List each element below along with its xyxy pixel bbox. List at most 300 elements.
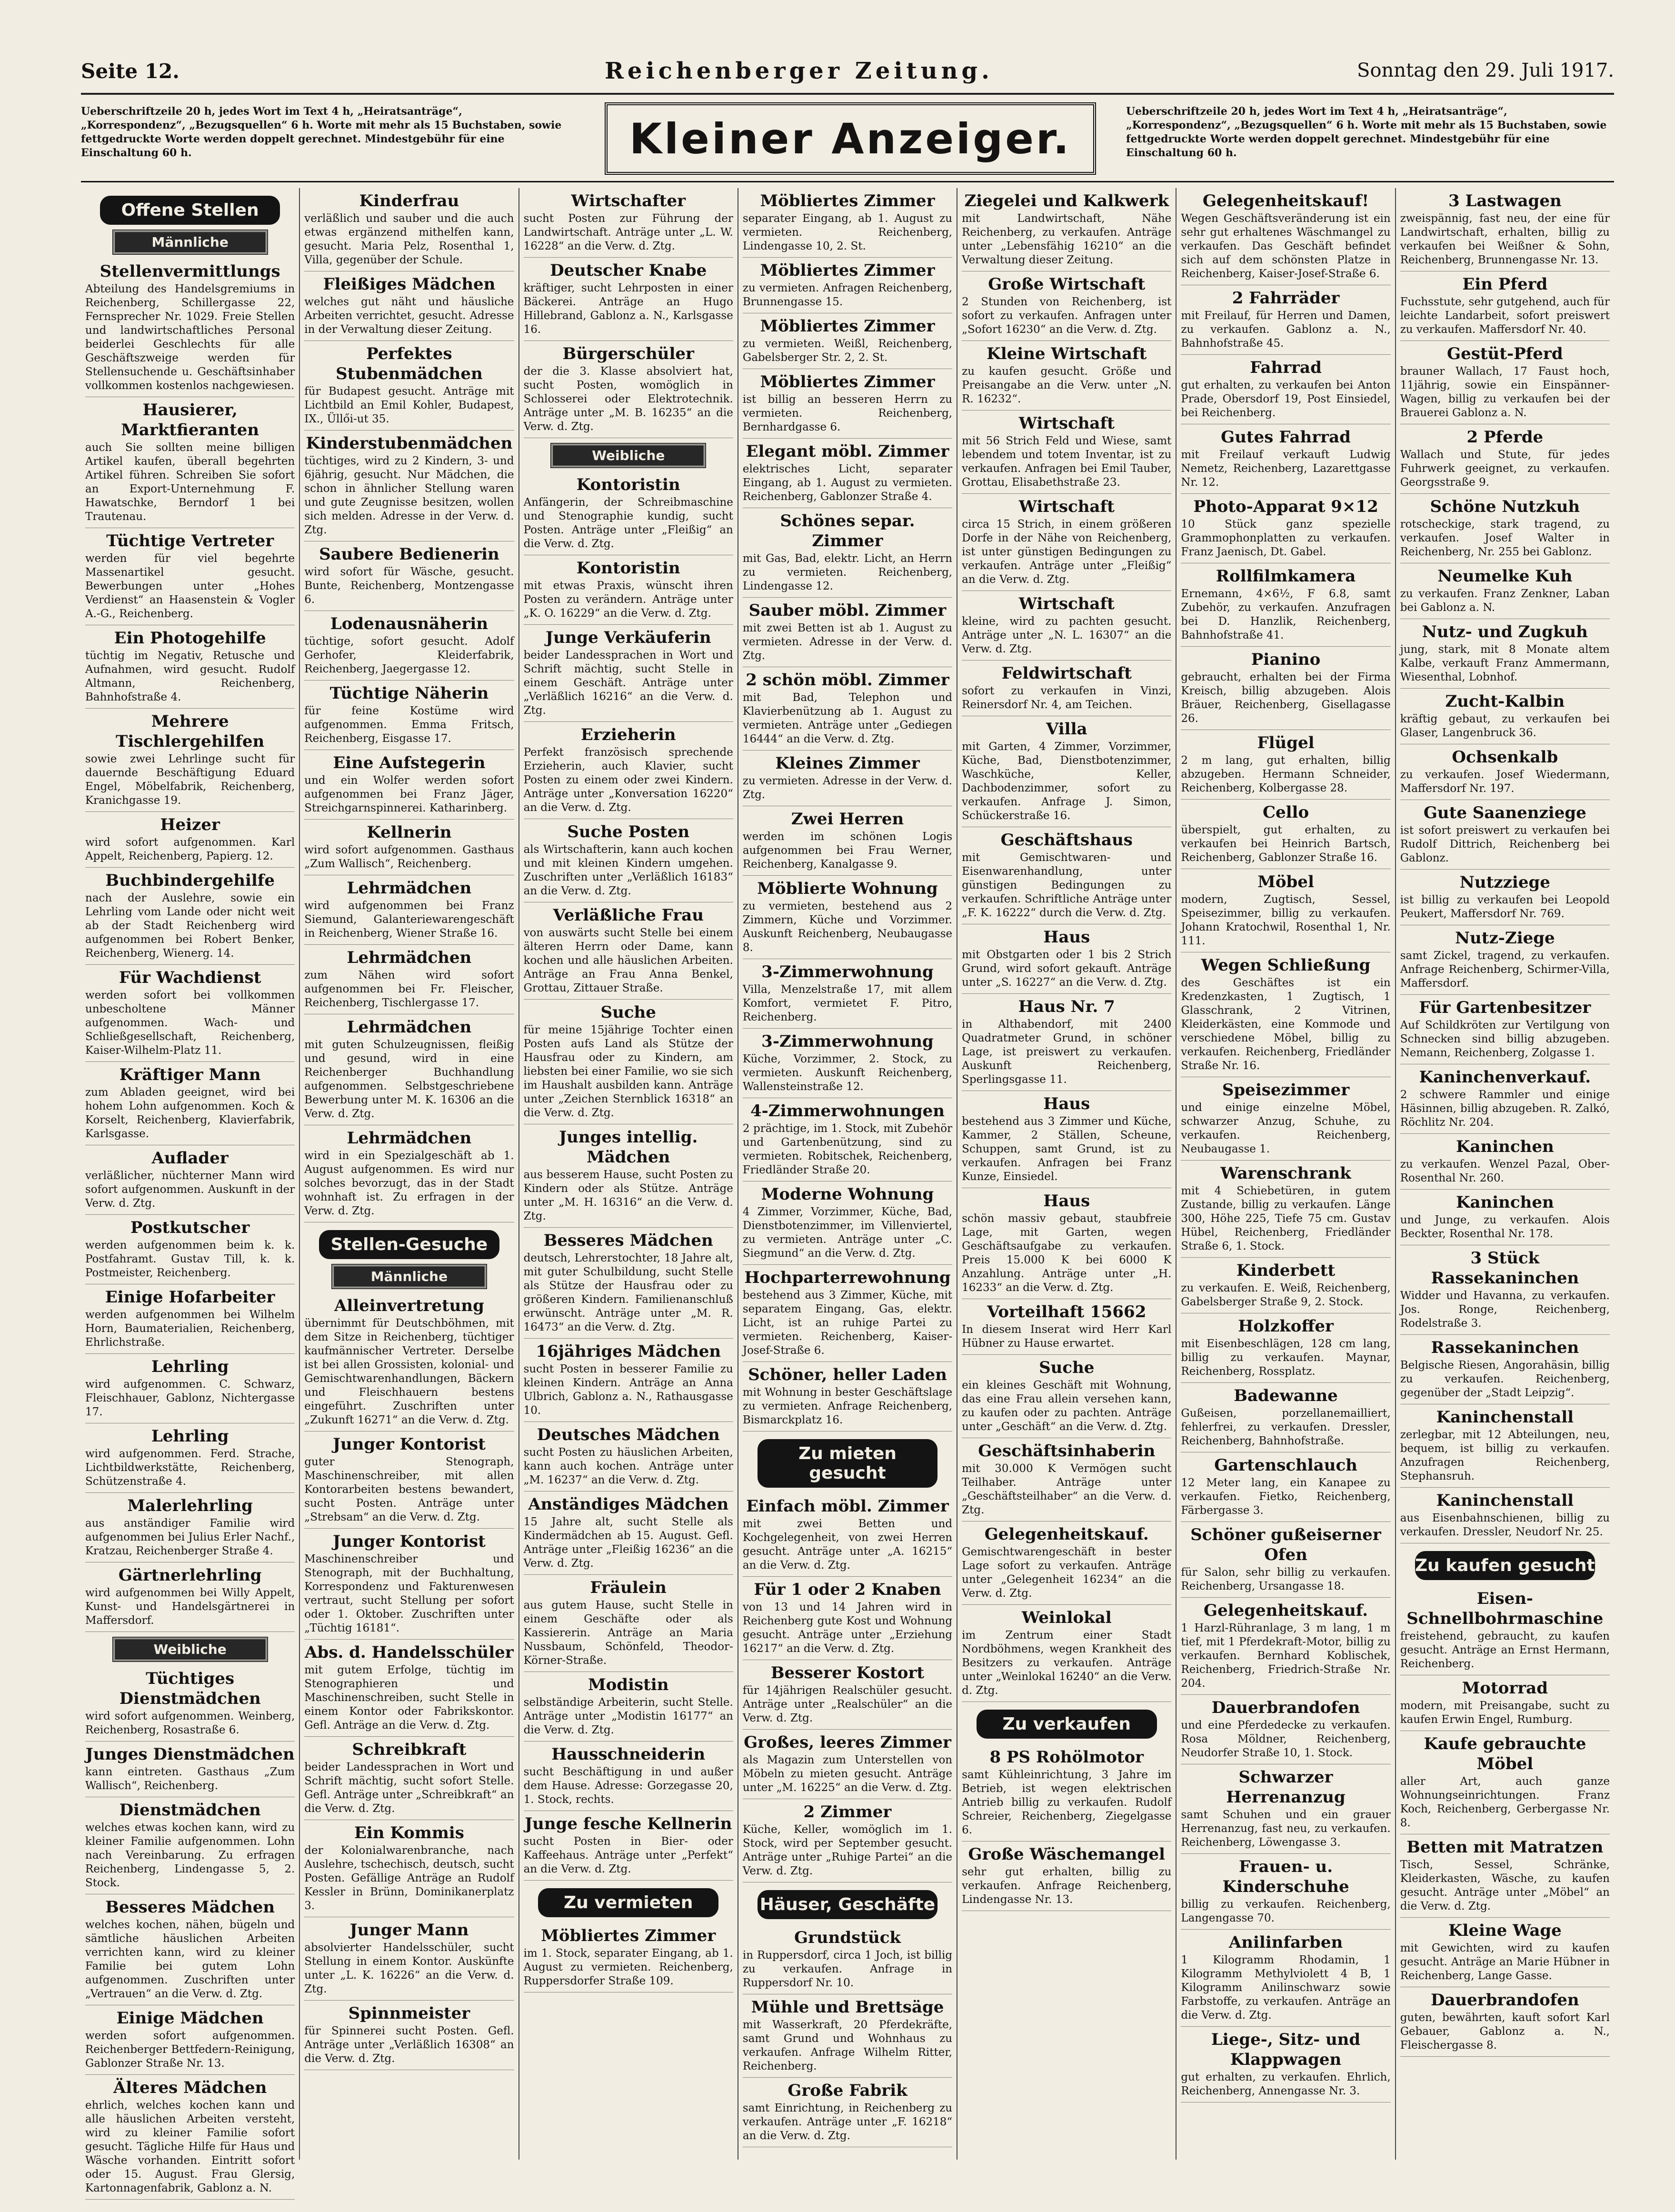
ad-text: zu verkaufen. Franz Zenkner, Laban bei Gablonz a. N. [1400,588,1610,614]
section-heading-zu-mieten-gesucht: Zu mieten gesucht [758,1439,938,1488]
classified-ad [743,2078,952,2147]
ad-text: zu verkaufen. Josef Wiedermann, Maffersdorf Nr. 197. [1400,769,1610,795]
ad-headline: Gartenschlauch [1214,1456,1357,1475]
ad-headline: Gärtnerlehrling [118,1566,262,1585]
classified-ad [524,1575,733,1672]
ad-text: bestehend aus 3 Zimmer und Küche, Kammer, 2 Ställen, Scheune, Schuppen, samt Grund, ist zu verkaufen. Anfragen bei Franz Kunze, Einsiedel. [962,1115,1172,1183]
ad-text: mit Gas, Bad, elektr. Licht, an Herrn zu vermieten. Reichenberg, Lindengasse 12. [742,552,953,592]
classified-ad [1400,1987,1610,2057]
classified-ad [743,258,952,313]
ad-headline: Gelegenheitskauf! [1202,191,1369,210]
ad-headline: Ziegelei und Kalkwerk [964,191,1169,210]
ad-headline: Nutz-Ziege [1455,929,1555,948]
ad-headline: Betten mit Matratzen [1406,1838,1604,1857]
ad-headline: Eisen-Schnellbohrmaschine [1406,1589,1604,1628]
ad-headline: Auflader [151,1149,229,1168]
classified-ad [1400,995,1610,1064]
ad-headline: Für Wachdienst [119,968,261,987]
section-heading-stellen-gesuche: Stellen-Gesuche [319,1230,499,1259]
ad-text: beider Landessprachen in Wort und Schrift mächtig, sucht Stelle in einem Geschäft. Anträge unter „Verläßlich 16216“ an die Verw. d. Ztg. [523,649,733,717]
ad-text: wird sofort aufgenommen. Gasthaus „Zum Wallisch“, Reichenberg. [304,844,514,870]
ad-headline: 3 Lastwagen [1448,191,1562,210]
ad-text: in Althabendorf, mit 2400 Quadratmeter Grund, in schöner Lage, ist preiswert zu verkaufen. Auskunft Reichenberg, Sperlingsgasse 11. [962,1018,1172,1086]
ad-headline: Erzieherin [580,725,676,744]
ad-headline: Hochparterrewohnung [744,1268,951,1287]
ad-text: für meine 15jährige Tochter einen Posten aufs Land als Stütze der Hausfrau oder zu Kindern, am liebsten bei einer Familie, wo sie sich im Haushalt ausbilden kann. Anträge unter „Zeichen Sternblick 16318“ an die Verw. d. Ztg. [523,1024,733,1119]
ad-text: wird aufgenommen. C. Schwarz, Fleischhauer, Gablonz, Nichtergasse 17. [85,1378,295,1418]
ad-headline: Gelegenheitskauf. [984,1525,1149,1544]
ad-text: 2 schwere Rammler und einige Häsinnen, billig abzugeben. R. Zalkó, Röchlitz Nr. 204. [1400,1089,1610,1129]
ad-headline: Einige Mädchen [116,2009,264,2028]
ad-headline: Buchbindergehilfe [105,871,275,890]
classified-ad [85,868,295,965]
ad-text: Abteilung des Handelsgremiums in Reichenberg, Schillergasse 22, Fernsprecher Nr. 1029. Freie Stellen und landwirtschaftliches Personal beiderlei Geschlechts für alle Geschäftszweige werden für Stellensuchende u. Geschäftsinhaber vollkommen kostenlos nachgewiesen. [85,283,295,392]
classified-ad [962,494,1171,591]
ad-text: Ernemann, 4×6½, F 6.8, samt Zubehör, zu verkaufen. Anzufragen bei D. Hanzlik, Reichenberg, Bahnhofstraße 41. [1181,588,1391,641]
classified-ad [1181,563,1390,647]
ad-text: Wegen Geschäftsveränderung ist ein sehr gut erhaltenes Wäschmangel zu verkaufen. Das Geschäft befindet sich auf dem schönsten Platze in Reichenberg, Kaiser-Josef-Straße 6. [1181,212,1391,280]
ad-headline: Kräftiger Mann [119,1065,261,1084]
ad-text: als Wirtschafterin, kann auch kochen und mit kleinen Kindern umgehen. Zuschriften unter „Verläßlich 16183“ an die Verw. d. Ztg. [523,843,733,897]
classified-ad [1181,424,1390,494]
classified-ad [1181,1258,1390,1313]
classified-ad [524,1124,733,1228]
classified-ad [304,681,514,750]
ad-text: mit 4 Schiebetüren, in gutem Zustande, billig zu verkaufen. Länge 300, Höhe 225, Tiefe 75 cm. Gustav Hübel, Reichenberg, Friedländer Straße 6, 1. Stock. [1181,1185,1391,1252]
ad-headline: Dauerbrandofen [1431,1991,1579,2010]
classified-ad [85,1666,295,1742]
ad-text: 1 Kilogramm Rhodamin, 1 Kilogramm Methylviolett 4 B, 1 Kilogramm Anilinschwarz sowie Farbstoffe, zu verkaufen. Anträge an die Verw. d. Ztg. [1181,1954,1391,2022]
ad-headline: Große Fabrik [788,2081,907,2100]
ad-headline: Kinderfrau [359,191,459,210]
ad-text: und einige einzelne Möbel, schwarzer Anzug, Schuhe, zu verkaufen. Reichenberg, Neubaugasse 1. [1181,1101,1391,1155]
classified-ad [1181,1077,1390,1161]
ad-headline: Verläßliche Frau [553,906,704,925]
ad-headline: Zucht-Kalbin [1445,692,1565,711]
classified-ad [743,439,952,508]
ad-headline: Wirtschafter [571,191,686,210]
classified-ad [1400,341,1610,424]
ad-text: bestehend aus 3 Zimmer, Küche, mit separatem Eingang, Gas, elektr. Licht, ist an ruhige Partei zu vermieten. Reichenberg, Kaiser-Josef-Straße 6. [742,1289,953,1357]
classified-ad [524,1228,733,1339]
ad-text: selbständige Arbeiterin, sucht Stelle. Anträge unter „Modistin 16177“ an die Verw. d. Ztg. [523,1696,733,1736]
classified-ad [304,271,514,341]
classified-ad [743,313,952,369]
ad-headline: 16jähriges Mädchen [536,1342,721,1361]
ad-headline: Flügel [1257,733,1315,752]
ad-text: samt Zickel, tragend, zu verkaufen. Anfrage Reichenberg, Schirmer-Villa, Maffersdorf. [1400,950,1610,990]
ad-text: mit Eisenbeschlägen, 128 cm lang, billig zu verkaufen. Maynar, Reichenberg, Rossplatz. [1181,1338,1391,1378]
ad-text: wird aufgenommen bei Franz Siemund, Galanteriewarengeschäft in Reichenberg, Wiener Straße 16. [304,900,514,940]
ad-text: und ein Wolfer werden sofort aufgenommen bei Franz Jäger, Streichgarnspinnerei. Katharinberg. [304,774,514,814]
classified-ad [962,1091,1171,1188]
classified-ad [962,1842,1171,1911]
classified-ad [962,591,1171,661]
ad-headline: Besseres Mädchen [105,1898,275,1917]
classified-ad [1181,1383,1390,1452]
ad-headline: Große Wäschemangel [968,1845,1165,1864]
ad-text: mit Gewichten, wird zu kaufen gesucht. Anträge an Marie Hübner in Reichenberg, Lange Gasse. [1400,1942,1610,1982]
ad-text: jung, stark, mit 8 Monate altem Kalbe, verkauft Franz Ammermann, Wiesenthal, Lobnhof. [1400,643,1610,683]
ad-headline: Junger Kontorist [332,1532,486,1551]
ad-text: deutsch, Lehrerstochter, 18 Jahre alt, mit guter Schulbildung, sucht Stelle als Stütze der Hausfrau oder zu größeren Kindern. Familienanschluß erwünscht. Anträge unter „M. R. 16473“ an die Verw. d. Ztg. [523,1252,733,1333]
ad-headline: Spinnmeister [348,2004,470,2023]
ad-text: mit 56 Strich Feld und Wiese, samt lebendem und totem Inventar, ist zu verkaufen. Anfragen bei Emil Tauber, Grottau, Elisabethstraße 23. [962,435,1172,489]
classified-ad [524,341,733,438]
ad-headline: Möblierte Wohnung [757,879,938,898]
classified-ad [962,661,1171,716]
ad-text: welches etwas kochen kann, wird zu kleiner Familie aufgenommen. Lohn nach Vereinbarung. Zu erfragen Reichenberg, Lindengasse 5, 2. Stock. [85,1822,295,1889]
ad-headline: Postkutscher [130,1218,250,1237]
ad-headline: Bürgerschüler [562,344,694,363]
ad-text: überspielt, gut erhalten, zu verkaufen bei Heinrich Bartsch, Reichenberg, Gablonzer Straße 16. [1181,824,1391,864]
ad-headline: Kaninchen [1456,1137,1554,1156]
ad-text: zu verkaufen. Wenzel Pazal, Ober-Rosenthal Nr. 260. [1400,1158,1610,1184]
ad-text: wird sofort für Wäsche, gesucht. Bunte, Reichenberg, Montzengasse 6. [304,566,514,606]
ad-text: 15 Jahre alt, sucht Stelle als Kindermädchen ab 15. August. Gefl. Anträge unter „Fleißig 16236“ an die Verw. d. Ztg. [523,1516,733,1570]
classified-ad [743,1029,952,1098]
classified-ad [524,555,733,625]
ad-headline: Wirtschaft [1018,594,1115,613]
section-heading-offene-stellen: Offene Stellen [100,196,280,225]
ad-text: schön massiv gebaut, staubfreie Lage, mit Garten, wegen Geschäftsaufgabe zu verkaufen. Preis 15.000 K bei 6000 K Anzahlung. Anträge unter „H. 16233“ an die Verw. d. Ztg. [962,1212,1172,1294]
classified-ad [743,876,952,959]
ad-headline: Junges Dienstmädchen [85,1745,295,1764]
ad-headline: Wirtschaft [1018,497,1115,516]
ad-headline: Lehrmädchen [347,1129,472,1148]
classified-ad [743,1577,952,1660]
ad-text: ist billig zu verkaufen bei Leopold Peukert, Maffersdorf Nr. 769. [1400,894,1610,920]
column-1 [81,188,299,2194]
ad-headline: Möbel [1257,872,1314,891]
classified-ad [1181,1598,1390,1695]
ad-headline: Junge Verkäuferin [545,628,711,647]
ad-headline: Grundstück [794,1928,901,1947]
ad-text: 4 Zimmer, Vorzimmer, Küche, Bad, Dienstbotenzimmer, im Villenviertel, zu vermieten. Anträge unter „C. Siegmund“ an die Verw. d. Ztg. [742,1206,953,1260]
ad-text: für Spinnerei sucht Posten. Gefl. Anträge unter „Verläßlich 16308“ an die Verw. d. Ztg. [304,2025,514,2065]
ad-headline: Perfektes Stubenmädchen [336,344,483,383]
ad-text: aus anständiger Familie wird aufgenommen bei Julius Erler Nachf., Kratzau, Reichenberger Straße 4. [85,1517,295,1557]
classified-ad [962,1188,1171,1299]
classified-ad [524,1811,733,1881]
column-6 [1176,188,1395,2160]
ad-text: auch Sie sollten meine billigen Artikel kaufen, überall begehrten Artikel führen. Schreiben Sie sofort an Export-Unternehmung F. Hawatschke, Berndorf 1 bei Trautenau. [85,441,295,523]
ad-headline: Kinderstubenmädchen [306,434,513,453]
ad-headline: Besseres Mädchen [543,1231,713,1250]
ad-headline: 3-Zimmerwohnung [761,962,934,981]
classified-ad [743,188,952,258]
classified-ad [304,430,514,541]
classified-ad [524,472,733,555]
ad-headline: Haus [1043,1191,1090,1211]
ad-text: Wallach und Stute, für jedes Fuhrwerk geeignet, zu verkaufen. Georgsstraße 9. [1400,449,1610,489]
ad-text: Fuchsstute, sehr gutgehend, auch für leichte Landarbeit, sofort preiswert zu verkaufen. Maffersdorf Nr. 40. [1400,296,1610,336]
ad-headline: Abs. d. Handelsschüler [305,1643,514,1662]
classified-ad [304,1014,514,1125]
ad-text: werden aufgenommen bei Wilhelm Horn, Baumaterialien, Reichenberg, Ehrlichstraße. [85,1309,295,1349]
classified-ad [85,2075,295,2200]
ad-headline: Einfach möbl. Zimmer [746,1497,949,1516]
classified-ad [1400,800,1610,870]
classified-ad [304,1917,514,2001]
ad-text: von 13 und 14 Jahren wird in Reichenberg gute Kost und Wohnung gesucht. Anträge unter „Erziehung 16217“ an die Verw. d. Ztg. [742,1601,953,1655]
ad-text: samt Einrichtung, in Reichenberg zu verkaufen. Anträge unter „F. 16218“ an die Verw. d. Ztg. [742,2102,953,2142]
ad-text: 1 Harzl-Rühranlage, 3 m lang, 1 m tief, mit 1 Pferdekraft-Motor, billig zu verkaufen. Bernhard Koblischek, Reichenberg, Friedrich-Straße Nr. 204. [1181,1622,1391,1690]
ad-text: welches gut näht und häusliche Arbeiten verrichtet, gesucht. Adresse in der Verwaltung dieser Zeitung. [304,296,514,336]
ad-headline: 4-Zimmerwohnungen [750,1101,945,1121]
ad-text: wird sofort aufgenommen. Weinberg, Reichenberg, Rosastraße 6. [85,1710,295,1736]
ad-headline: Moderne Wohnung [761,1185,934,1204]
ad-text: ist sofort preiswert zu verkaufen bei Rudolf Dittrich, Reichenberg bei Gablonz. [1400,824,1610,864]
classified-ad [1181,1452,1390,1522]
ad-headline: Tüchtige Vertreter [106,531,274,550]
classified-ad [524,1000,733,1124]
classified-ad [1400,1064,1610,1134]
classified-ad [524,902,733,1000]
ad-headline: Dienstmädchen [119,1801,261,1820]
ad-headline: Fleißiges Mädchen [323,275,496,294]
classified-ad [524,258,733,341]
ad-text: zu verkaufen. E. Weiß, Reichenberg, Gabelsberger Straße 9, 2. Stock. [1181,1282,1391,1308]
ad-text: gebraucht, erhalten bei der Firma Kreisch, billig abzugeben. Alois Bräuer, Reichenberg, Gisellagasse 26. [1181,671,1391,725]
classified-ad [85,1797,295,1894]
ad-headline: Cello [1262,803,1309,822]
ad-headline: 2 schön möbl. Zimmer [746,671,949,690]
column-2 [299,188,518,2160]
issue-date: Sonntag den 29. Juli 1917. [1357,60,1614,81]
classified-ad [304,875,514,945]
ad-text: werden sofort aufgenommen. Reichenberger Bettfedern-Reinigung, Gablonzer Straße Nr. 13. [85,2030,295,2070]
ad-text: und eine Pferdedecke zu verkaufen. Rosa Möldner, Reichenberg, Neudorfer Straße 10, 1. Stock. [1181,1719,1391,1759]
ad-headline: Speisezimmer [1222,1081,1350,1100]
ad-headline: Haus [1043,1094,1090,1113]
classified-ad [524,1923,733,1992]
ad-text: mit Gemischtwaren- und Eisenwarenhandlung, unter günstigen Bedingungen zu verkaufen. Schriftliche Anträge unter „F. K. 16222“ durch die Verw. d. Ztg. [962,851,1172,919]
classified-ad [962,188,1171,271]
ad-headline: Besserer Kostort [770,1663,925,1682]
classified-ad [1400,689,1610,744]
ad-text: sowie zwei Lehrlinge sucht für dauernde Beschäftigung Eduard Engel, Möbelfabrik, Reichenberg, Kranichgasse 19. [85,753,295,807]
ad-text: sucht Beschäftigung in und außer dem Hause. Adresse: Gorzegasse 20, 1. Stock, rechts. [523,1766,733,1806]
classified-ad [1400,744,1610,800]
ad-text: zerlegbar, mit 12 Abteilungen, neu, bequem, ist billig zu verkaufen. Anzufragen Reichenberg, Stephansruh. [1400,1429,1610,1482]
masthead [81,50,1614,95]
ad-headline: Liege-, Sitz- und Klappwagen [1211,2030,1361,2069]
ad-headline: Vorteilhaft 15662 [987,1302,1147,1321]
ad-headline: Junger Mann [349,1921,469,1940]
ad-text: werden sofort bei vollkommen unbescholtene Männer aufgenommen. Wach- und Schließgesellschaft, Reichenberg, Kaiser-Wilhelm-Platz 11. [85,989,295,1057]
ad-text: für Budapest gesucht. Anträge mit Lichtbild an Emil Kohler, Budapest, IX., Üllői-ut 35. [304,385,514,425]
classified-ad [524,1742,733,1811]
ad-headline: Junge fesche Kellnerin [525,1814,732,1833]
classified-ad [524,819,733,902]
ad-headline: Ein Kommis [354,1823,464,1842]
classified-ad [1181,869,1390,952]
ad-headline: Lehrmädchen [347,1018,472,1037]
ad-headline: Lehrmädchen [347,948,472,967]
ad-headline: Kontoristin [576,475,680,494]
classified-ad [743,508,952,598]
classified-ad [743,598,952,667]
ad-text: elektrisches Licht, separater Eingang, ab 1. August zu vermieten. Reichenberg, Gablonzer Straße 4. [742,463,953,503]
ad-text: Villa, Menzelstraße 17, mit allem Komfort, vermietet F. Pitro, Reichenberg. [742,983,953,1023]
ad-text: aus Eisenbahnschienen, billig zu verkaufen. Dressler, Neudorf Nr. 25. [1400,1512,1610,1538]
ad-text: von auswärts sucht Stelle bei einem älteren Herrn oder Dame, kann kochen und alle häuslichen Arbeiten. Anträge an Frau Anna Benkel, Grottau, Zittauer Straße. [523,927,733,994]
ad-text: mit Freilauf verkauft Ludwig Nemetz, Reichenberg, Lazarettgasse Nr. 12. [1181,449,1391,489]
classified-ad [743,1994,952,2078]
classified-ad [304,611,514,681]
ad-text: kräftig gebaut, zu verkaufen bei Glaser, Langenbruck 36. [1400,713,1610,739]
classified-ad [1400,1834,1610,1918]
ad-headline: Sauber möbl. Zimmer [748,601,947,620]
ad-text: mit Bad, Telephon und Klavierbenützung ab 1. August zu vermieten. Anträge unter „Gediegen 16444“ an die Verw. d. Ztg. [742,691,953,745]
ad-headline: Gestüt-Pferd [1447,344,1563,363]
ad-headline: 2 Pferde [1466,428,1544,447]
classified-ad [743,959,952,1029]
classified-ad [743,369,952,439]
classified-ad [524,1491,733,1575]
ad-headline: Holzkoffer [1238,1317,1334,1336]
classified-ad [743,751,952,806]
classified-ad [1400,1918,1610,1987]
classified-ad [85,1493,295,1562]
ad-text: zu vermieten. Anfragen Reichenberg, Brunnengasse 15. [742,282,953,308]
ad-text: samt Schuhen und ein grauer Herrenanzug, fast neu, zu verkaufen. Reichenberg, Löwengasse 3. [1181,1809,1391,1849]
ad-headline: Villa [1046,720,1087,739]
ad-headline: Geschäftshaus [1000,831,1133,850]
ad-text: Auf Schildkröten zur Vertilgung von Schnecken sind billig abzugeben. Nemann, Reichenberg, Zolgasse 1. [1400,1019,1610,1059]
classified-ad [1181,1764,1390,1854]
ad-headline: Motorrad [1462,1679,1548,1698]
rates-notice-right: Ueberschriftzeile 20 h, jedes Wort im Text 4 h, „Heiratsanträge“, „Korrespondenz“, „Bezugsquellen“ 6 h. Worte mit mehr als 15 Buchstaben, sowie fettgedruckte Worte werden doppelt gerechnet. Mindestgebühr für eine Einschaltung 60 h. [1126,105,1607,159]
ad-headline: Suche [1039,1358,1095,1377]
subsection-heading-m-nnliche: Männliche [113,230,267,254]
classified-ad [85,1742,295,1797]
ad-text: mit Garten, 4 Zimmer, Vorzimmer, Küche, Bad, Dienstbotenzimmer, Waschküche, Keller, Dachbodenzimmer, sofort zu verkaufen. Anfrage J. Simon, Schückerstraße 16. [962,741,1172,822]
ad-text: Küche, Keller, womöglich im 1. Stock, wird per September gesucht. Anträge unter „Ruhige Partei“ an die Verw. d. Ztg. [742,1823,953,1877]
ad-text: tüchtig im Negativ, Retusche und Aufnahmen, wird gesucht. Rudolf Altmann, Reichenberg, Bahnhofstraße 4. [85,650,295,703]
ad-text: mit Obstgarten oder 1 bis 2 Strich Grund, wird sofort gekauft. Anträge unter „S. 16227“ an die Verw. d. Ztg. [962,949,1172,989]
ad-headline: Anständiges Mädchen [528,1495,729,1514]
ad-text: tüchtiges, wird zu 2 Kindern, 3- und 6jährig, gesucht. Nur Mädchen, die schon in ähnlicher Stellung waren und gute Zeugnisse besitzen, wollen sich melden. Adresse in der Verw. d. Ztg. [304,455,514,536]
ad-headline: Rollfilmkamera [1216,567,1356,586]
classified-ad [1181,355,1390,424]
classified-ad [962,1744,1171,1842]
ad-text: des Geschäftes ist ein Kredenzkasten, 1 Zugtisch, 1 Glasschrank, 2 Vitrinen, Kleiderkästen, eine Kommode und verschiedene Möbel, billig zu verkaufen. Reichenberg, Friedländer Straße Nr. 16. [1181,977,1391,1072]
ad-text: billig zu verkaufen. Reichenberg, Langengasse 70. [1181,1898,1391,1924]
classified-ad [743,1265,952,1362]
section-title-box [605,102,1096,175]
classified-ad [1400,424,1610,494]
ad-text: sucht Posten zur Führung der Landwirtschaft. Anträge unter „L. W. 16228“ an die Verw. d. Ztg. [523,212,733,252]
ad-text: tüchtige, sofort gesucht. Adolf Gerhofer, Kleiderfabrik, Reichenberg, Jaegergasse 12. [304,635,514,675]
ad-text: mit zwei Betten ist ab 1. August zu vermieten. Adresse in der Verw. d. Ztg. [742,622,953,662]
ad-text: Gemischtwarengeschäft in bester Lage sofort zu verkaufen. Anträge unter „Gelegenheit 16234“ an die Verw. d. Ztg. [962,1546,1172,1600]
classified-ad [1400,1675,1610,1731]
ad-text: Gußeisen, porzellanemailliert, fehlerfrei, zu verkaufen. Dressler, Reichenberg, Bahnhofstraße. [1181,1407,1391,1447]
classified-ad [85,1562,295,1632]
ad-text: übernimmt für Deutschböhmen, mit dem Sitze in Reichenberg, tüchtiger kaufmännischer Vertreter. Derselbe ist bei allen Grossisten, kolonial- und Gemischtwarenhandlungen, Bäckern und Fleischhauern bestens eingeführt. Zuschriften unter „Zukunft 16271“ an die Verw. d. Ztg. [304,1317,514,1426]
classified-ad [1400,1488,1610,1543]
classified-ad [85,2005,295,2075]
classified-ad [962,1438,1171,1521]
ad-text: Maschinenschreiber und Stenograph, mit der Buchhaltung, Korrespondenz und Fakturenwesen vertraut, sucht Stellung per sofort oder 1. Oktober. Zuschriften unter „Tüchtig 16181“. [304,1553,514,1634]
ad-text: 2 prächtige, im 1. Stock, mit Zubehör und Gartenbenützung, sind zu vermieten. Robitschek, Reichenberg, Friedländer Straße 20. [742,1122,953,1176]
ad-text: verläßlich und sauber und die auch etwas ergänzend mithelfen kann, gesucht. Maria Pelz, Rosenthal 1, Villa, gegenüber der Schule. [304,212,514,266]
ad-text: welches kochen, nähen, bügeln und sämtliche häuslichen Arbeiten verrichten kann, wird zu kleiner Familie bei gutem Lohn aufgenommen. Zuschriften unter „Vertrauen“ an die Verw. d. Ztg. [85,1919,295,2000]
ad-text: kleine, wird zu pachten gesucht. Anträge unter „N. L. 16307“ an die Verw. d. Ztg. [962,615,1172,655]
ad-headline: Suche [600,1003,656,1022]
ad-text: im 1. Stock, separater Eingang, ab 1. August zu vermieten. Reichenberg, Ruppersdorfer Straße 109. [523,1947,733,1987]
ad-headline: Haus [1043,928,1090,947]
column-5 [957,188,1176,2160]
ad-headline: Kaufe gebrauchte Möbel [1424,1734,1586,1773]
ad-text: für feine Kostüme wird aufgenommen. Emma Fritsch, Reichenberg, Eisgasse 17. [304,705,514,745]
ad-text: modern, Zugtisch, Sessel, Speisezimmer, billig zu verkaufen. Johann Kratochwil, Rosenthal 1, Nr. 111. [1181,893,1391,947]
ad-text: wird sofort aufgenommen. Karl Appelt, Reichenberg, Papierg. 12. [85,836,295,862]
ad-text: wird aufgenommen. Ferd. Strache, Lichtbildwerkstätte, Reichenberg, Schützenstraße 4. [85,1448,295,1488]
ad-text: zu vermieten. Weißl, Reichenberg, Gabelsberger Str. 2, 2. St. [742,338,953,364]
classified-ad [304,1529,514,1640]
classified-ad [85,1894,295,2005]
classified-ad [1400,619,1610,689]
classified-ad [1181,1695,1390,1764]
ad-headline: Kaninchenverkauf. [1419,1068,1591,1087]
ad-headline: Tüchtige Näherin [329,684,489,703]
ad-text: wird in ein Spezialgeschäft ab 1. August aufgenommen. Es wird nur solches bevorzugt, das in der Stadt wohnhaft ist. Zu erfragen in der Verw. d. Ztg. [304,1150,514,1217]
classified-ad [962,716,1171,827]
classified-ad [85,1145,295,1215]
ad-headline: Kaninchen [1456,1193,1554,1212]
ad-headline: Stellenvermittlungs [100,262,280,281]
ad-headline: Saubere Bedienerin [319,545,499,564]
classified-ad [743,667,952,751]
ad-headline: Hausierer, Marktfieranten [121,400,259,440]
ad-headline: Fahrrad [1250,358,1322,377]
classified-ad [743,1362,952,1431]
classified-ad [743,806,952,876]
ad-text: circa 15 Strich, in einem größeren Dorfe in der Nähe von Reichenberg, ist unter günstigen Bedingungen zu verkaufen. Anträge unter „Fleißig“ an die Verw. d. Ztg. [962,518,1172,586]
classified-ad [1181,1522,1390,1598]
classified-ad [1400,1335,1610,1404]
classified-ad [304,341,514,430]
ad-text: 12 Meter lang, ein Kanapee zu verkaufen. Fietko, Reichenberg, Färbergasse 3. [1181,1477,1391,1517]
ad-headline: Gutes Fahrrad [1221,428,1351,447]
classified-ad [85,1354,295,1423]
ad-headline: Eine Aufstegerin [333,753,486,772]
classified-ad [304,1820,514,1917]
ad-headline: Junger Kontorist [332,1435,486,1454]
ad-text: ist billig an besseren Herrn zu vermieten. Reichenberg, Bernhardgasse 6. [742,393,953,433]
classified-ad [85,965,295,1062]
ad-text: mit Wohnung in bester Geschäftslage zu vermieten. Anfrage Reichenberg, Bismarckplatz 16. [742,1386,953,1426]
ad-text: aus besserem Hause, sucht Posten zu Kindern oder als Stütze. Anträge unter „M. H. 16316“ an die Verw. d. Ztg. [523,1169,733,1222]
ad-headline: Anilinfarben [1228,1933,1343,1952]
classified-ad [524,1422,733,1491]
section-heading-zu-verkaufen: Zu verkaufen [977,1710,1157,1739]
section-heading-zu-kaufen-gesucht: Zu kaufen gesucht [1415,1551,1595,1580]
ad-headline: Möbliertes Zimmer [760,191,935,210]
ad-headline: Lodenausnäherin [330,614,489,633]
ad-text: sucht Posten in Bier- oder Kaffeehaus. Anträge unter „Perfekt“ an die Verw. d. Ztg. [523,1835,733,1875]
ad-headline: Lehrling [151,1427,229,1446]
ad-text: werden aufgenommen beim k. k. Postfahramt. Gustav Till, k. k. Postmeister, Reichenberg. [85,1239,295,1279]
classified-ad [304,750,514,820]
ad-text: mit guten Schulzeugnissen, fleißig und gesund, wird in eine Reichenberger Buchhandlung aufgenommen. Selbstgeschriebene Bewerbung unter M. K. 16306 an die Verw. d. Ztg. [304,1039,514,1120]
classified-ad [85,1284,295,1354]
classified-ad [304,1125,514,1222]
ad-headline: Gute Saanenziege [1423,803,1586,822]
